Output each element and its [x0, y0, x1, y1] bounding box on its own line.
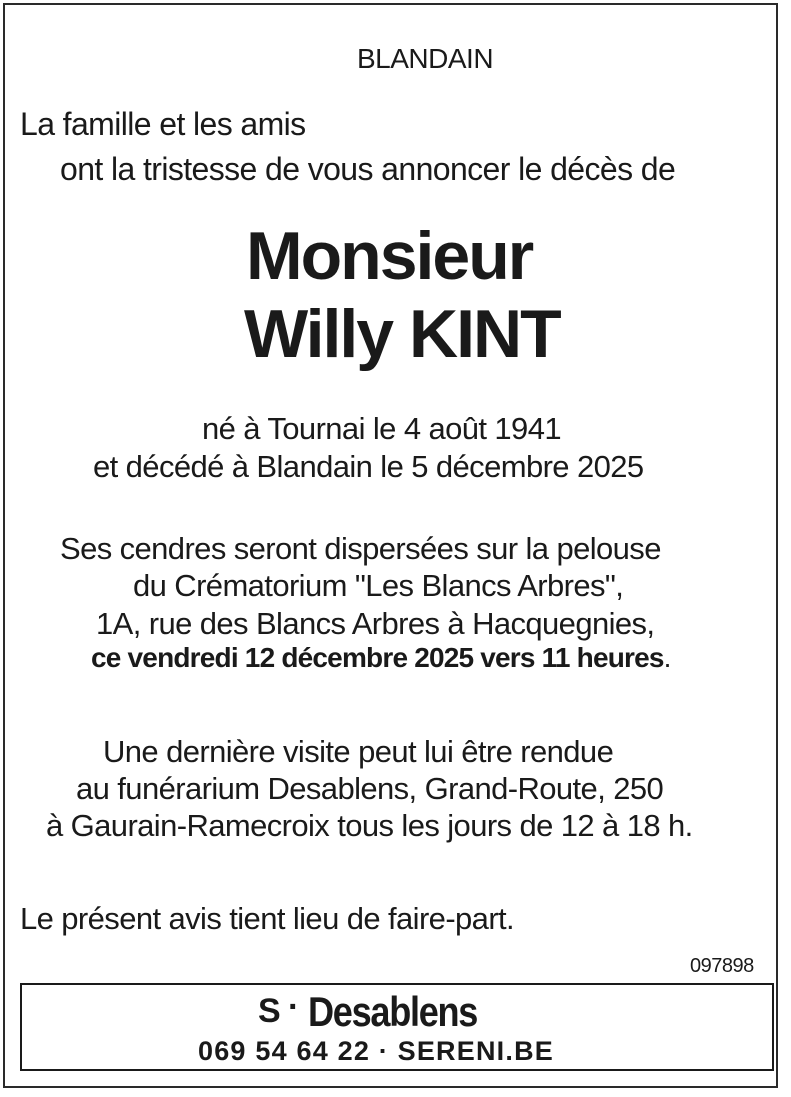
birth-line: né à Tournai le 4 août 1941 — [202, 411, 561, 446]
visit-line-1: Une dernière visite peut lui être rendue — [103, 734, 614, 769]
notice-text: Le présent avis tient lieu de faire-part. — [20, 901, 515, 936]
ceremony-datetime-period: . — [663, 642, 671, 673]
town-heading: BLANDAIN — [357, 43, 494, 74]
ceremony-line-2: du Crématorium "Les Blancs Arbres", — [133, 568, 624, 603]
intro-line-family: La famille et les amis — [20, 106, 306, 142]
logo-separator: · — [288, 988, 300, 1026]
ceremony-line-1: Ses cendres seront dispersées sur la pelouse — [60, 531, 661, 566]
deceased-name: Willy KINT — [244, 296, 560, 372]
death-line: et décédé à Blandain le 5 décembre 2025 — [93, 449, 644, 484]
visit-line-2: au funérarium Desablens, Grand-Route, 250 — [76, 771, 664, 806]
funeral-home-name: Desablens — [308, 988, 478, 1035]
logo-mark-icon: S — [258, 992, 281, 1030]
deceased-title: Monsieur — [246, 218, 533, 294]
funeral-home-contact: 069 54 64 22 · SERENI.BE — [198, 1036, 554, 1066]
reference-number: 097898 — [690, 955, 754, 977]
intro-line-announcement: ont la tristesse de vous annoncer le décès de — [60, 151, 676, 187]
ceremony-datetime-bold: ce vendredi 12 décembre 2025 vers 11 heures — [91, 642, 664, 673]
visit-line-3: à Gaurain-Ramecroix tous les jours de 12 à 18 h. — [46, 808, 693, 843]
funeral-home-logo — [258, 988, 538, 1034]
ceremony-line-3: 1A, rue des Blancs Arbres à Hacquegnies, — [96, 606, 655, 641]
ceremony-datetime — [91, 644, 671, 672]
